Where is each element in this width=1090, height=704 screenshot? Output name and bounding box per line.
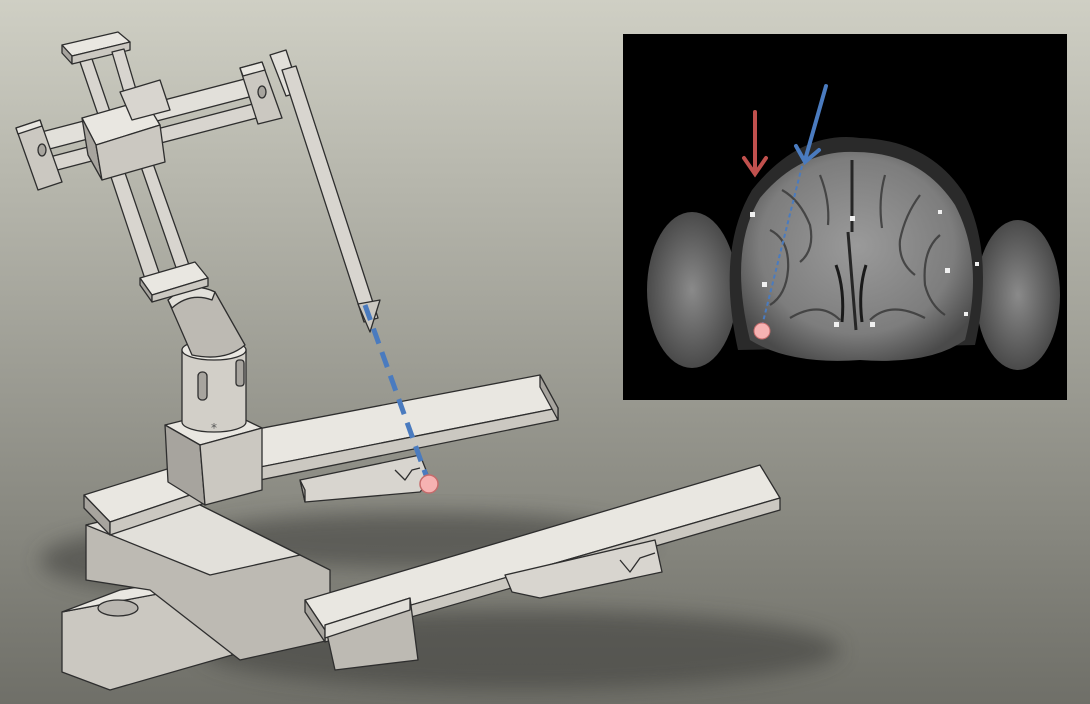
temporal-muscle-left: [647, 212, 737, 368]
base-hole: [98, 600, 138, 616]
temporal-muscle-right: [976, 220, 1060, 370]
mri-target-marker: [754, 323, 770, 339]
mri-coronal-slice: [623, 34, 1067, 400]
svg-text:*: *: [211, 421, 217, 435]
target-marker: [420, 475, 438, 493]
